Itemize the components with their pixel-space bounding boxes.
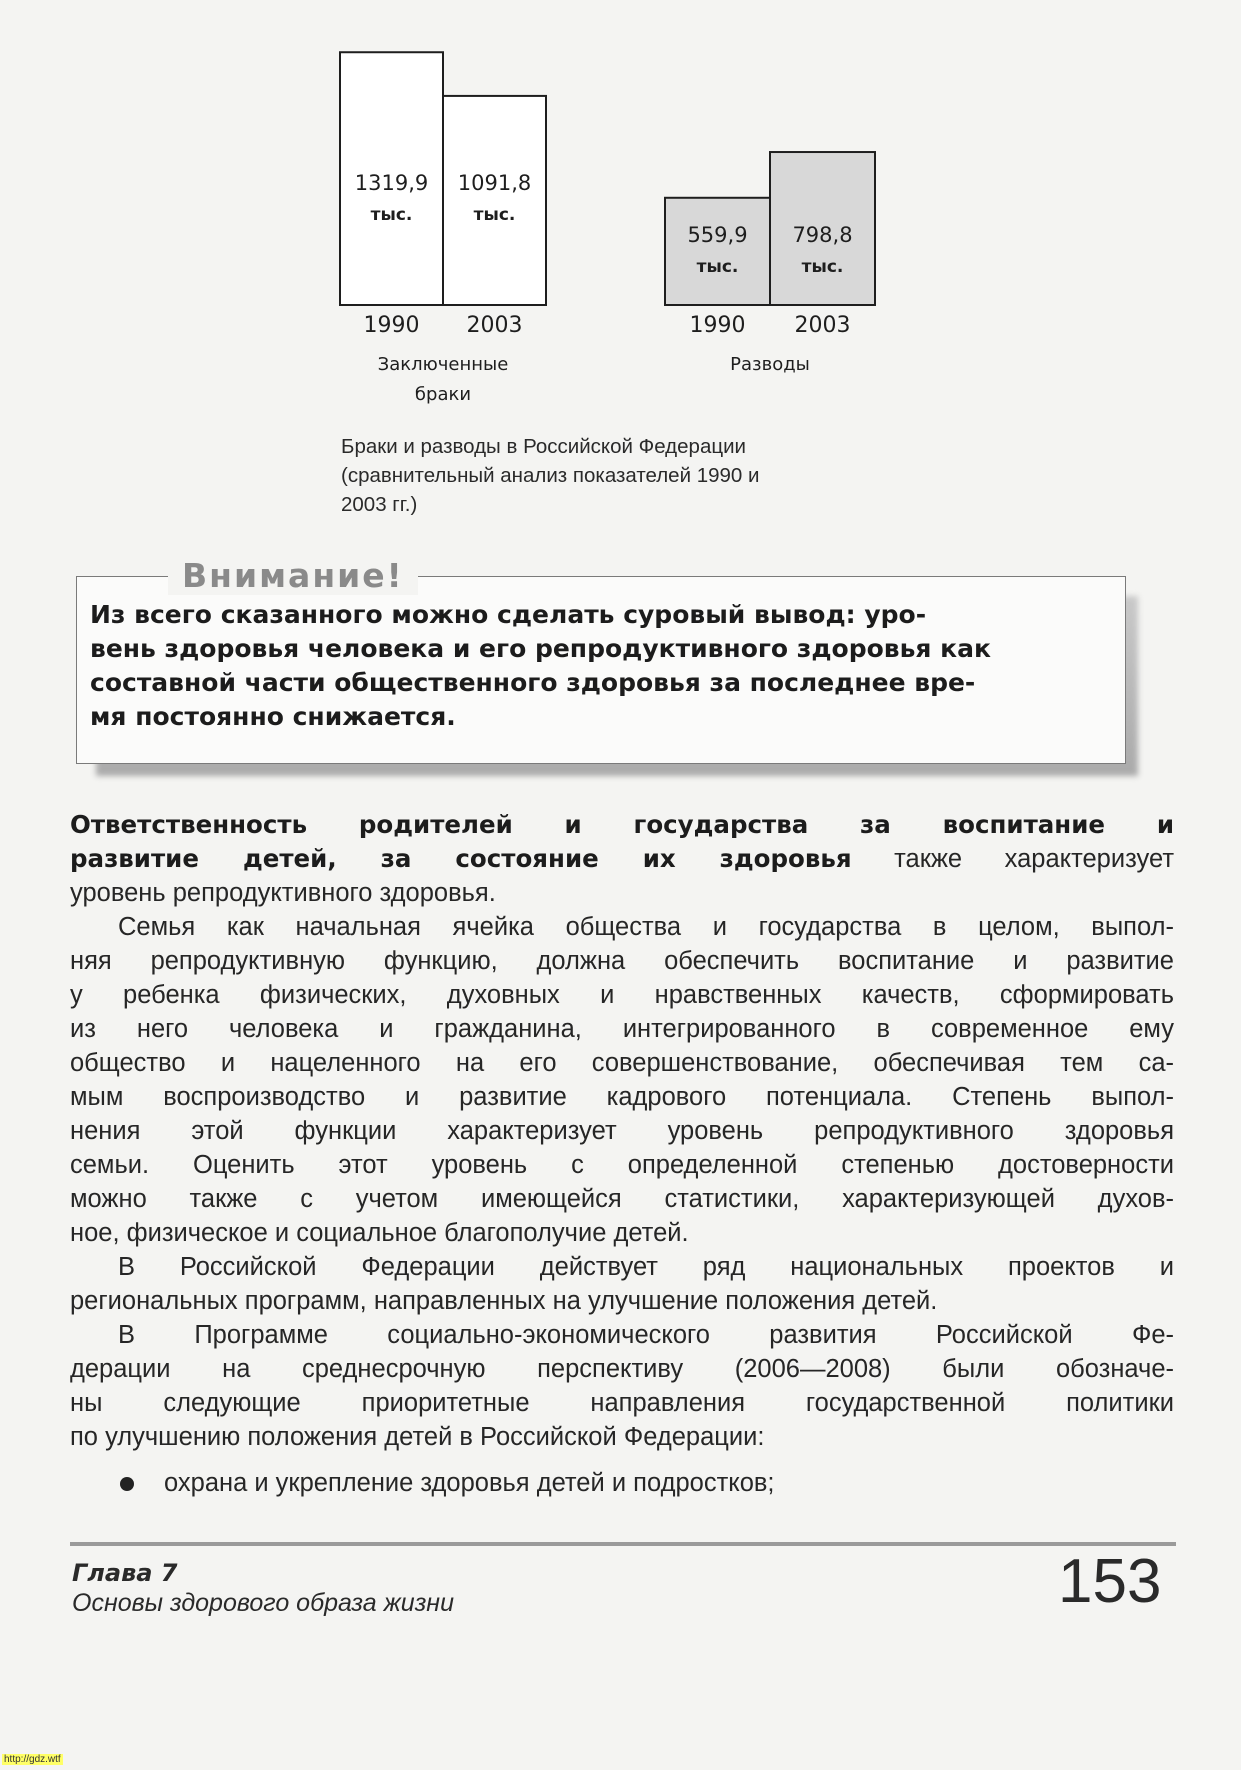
p3-line: В Российской Федерации действует ряд национальных проектов и [118,1253,1174,1281]
bar-unit-label: тыс. [696,257,739,277]
caption-line: (сравнительный анализ показателей 1990 и [341,464,760,487]
chart-caption [341,432,901,519]
bullet-item: охрана и укрепление здоровья детей и подростков; [164,1469,775,1497]
p4-line: по улучшению положения детей в Российской Федерации: [70,1423,765,1451]
p1-line [70,842,1174,876]
bar-unit-label: тыс. [801,257,844,277]
p2-line: няя репродуктивную функцию, должна обеспечить воспитание и развитие [70,947,1174,975]
p4-line: ны следующие приоритетные направления государственной политики [70,1389,1174,1417]
attention-line: мя постоянно снижается. [90,702,456,731]
p1-line: уровень репродуктивного здоровья. [70,879,496,907]
p2-line: семьи. Оценить этот уровень с определенной степенью достоверности [70,1151,1174,1179]
group-label: Заключенные [377,354,509,375]
p2-line: у ребенка физических, духовных и нравственных качеств, сформировать [70,981,1174,1009]
marriages-divorces-chart [0,0,1241,430]
attention-line: вень здоровья человека и его репродуктивного здоровья как [90,634,991,663]
bar-2003 [443,96,546,305]
footer-subtitle: Основы здорового образа жизни [72,1589,454,1617]
p2-line: ное, физическое и социальное благополучие детей. [70,1219,689,1247]
p2-line: можно также с учетом имеющейся статистики, характеризующей духов- [70,1185,1174,1213]
bar-unit-label: тыс. [473,205,516,225]
footer-rule [70,1542,1176,1546]
caption-line: Браки и разводы в Российской Федерации [341,435,746,458]
p2-line: из него человека и гражданина, интегрированного в современное ему [70,1015,1174,1043]
attention-text [90,598,1100,734]
p1-bold-phrase: развитие детей, за состояние их здоровья [70,844,852,873]
x-tick-label: 1990 [689,313,746,338]
p1-line: Ответственность родителей и государства за воспитание и [70,810,1174,839]
bar-value-label: 1319,9 [354,171,429,195]
p2-line: общество и нацеленного на его совершенствование, обеспечивая тем са- [70,1049,1174,1077]
x-tick-label: 2003 [794,313,851,338]
p1-rest: также характеризует [851,845,1174,873]
attention-line: составной части общественного здоровья за последнее вре- [90,668,976,697]
bullet-icon [120,1477,134,1491]
attention-line: Из всего сказанного можно сделать суровый вывод: уро- [90,600,927,629]
group-label: Разводы [730,354,810,375]
attention-title: Внимание! [168,556,418,595]
p4-line: дерации на среднесрочную перспективу (2006—2008) были обозначе- [70,1355,1174,1383]
group-label: браки [414,384,472,405]
bar-value-label: 798,8 [792,223,853,247]
page-number: 153 [1058,1547,1162,1616]
bar-1990 [665,198,770,305]
p3-line: региональных программ, направленных на улучшение положения детей. [70,1287,938,1315]
bar-value-label: 559,9 [687,223,748,247]
p2-line: Семья как начальная ячейка общества и государства в целом, выпол- [118,913,1174,941]
x-tick-label: 1990 [363,313,420,338]
p2-line: мым воспроизводство и развитие кадрового потенциала. Степень выпол- [70,1083,1174,1111]
p2-line: нения этой функции характеризует уровень репродуктивного здоровья [70,1117,1174,1145]
footer-chapter: Глава 7 [72,1559,178,1587]
bar-unit-label: тыс. [370,205,413,225]
watermark-link[interactable]: http://gdz.wtf [4,1754,61,1765]
p4-line: В Программе социально-экономического развития Российской Фе- [118,1321,1174,1349]
caption-line: 2003 гг.) [341,493,418,516]
x-tick-label: 2003 [466,313,523,338]
bar-value-label: 1091,8 [457,171,532,195]
